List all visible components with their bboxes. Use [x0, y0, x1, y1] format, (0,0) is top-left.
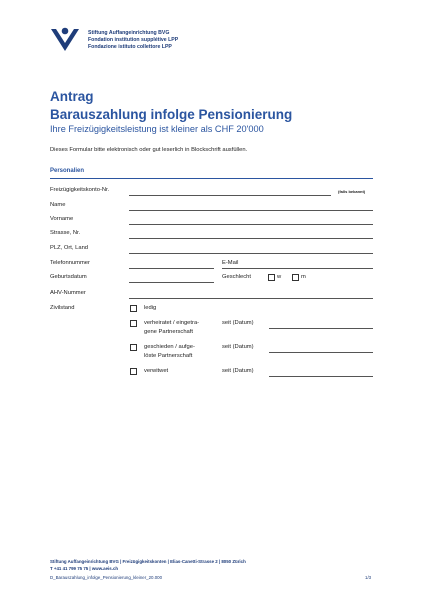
foundation-logo-icon	[50, 27, 80, 53]
strasse-input-line[interactable]	[129, 238, 373, 239]
name-input-line[interactable]	[129, 210, 373, 211]
verwitwet-checkbox[interactable]	[130, 368, 137, 375]
vorname-label: Vorname	[50, 216, 74, 222]
org-name-fr: Fondation institution supplétive LPP	[88, 37, 179, 43]
form-instruction: Dieses Formular bitte elektronisch oder gut leserlich in Blockschrift ausfüllen.	[50, 147, 248, 153]
org-name-block	[88, 30, 178, 51]
account-input-line[interactable]	[129, 195, 331, 196]
geschlecht-label: Geschlecht	[222, 274, 251, 280]
geschieden-seit-input-line[interactable]	[269, 352, 373, 353]
telefon-label: Telefonnummer	[50, 260, 90, 266]
verheiratet-label-1: verheiratet / eingetra-	[144, 320, 200, 326]
geschieden-seit-label: seit (Datum)	[222, 344, 254, 350]
ledig-checkbox[interactable]	[130, 305, 137, 312]
verheiratet-checkbox[interactable]	[130, 320, 137, 327]
verwitwet-label: verwitwet	[144, 368, 169, 374]
email-input-line[interactable]	[222, 268, 373, 269]
footer-page-number: 1/3	[365, 575, 372, 580]
footer-document-id: D_Barauszahlung_infolge_Pensionierung_kleiner_20.000	[50, 575, 163, 580]
geschlecht-m-label: m	[301, 274, 306, 280]
page-subtitle: Ihre Freizügigkeitsleistung ist kleiner als CHF 20'000	[50, 124, 264, 134]
geburtsdatum-input-line[interactable]	[129, 282, 214, 283]
geschieden-checkbox[interactable]	[130, 344, 137, 351]
geburtsdatum-label: Geburtsdatum	[50, 274, 87, 280]
plz-label: PLZ, Ort, Land	[50, 245, 89, 251]
geschlecht-w-label: w	[277, 274, 282, 280]
page-title-line2: Barauszahlung infolge Pensionierung	[50, 107, 293, 122]
section-divider	[50, 178, 373, 179]
ahv-label: AHV-Nummer	[50, 290, 86, 296]
plz-input-line[interactable]	[129, 253, 373, 254]
geschieden-label-1: geschieden / aufge-	[144, 344, 195, 350]
geschieden-label-2: löste Partnerschaft	[144, 353, 193, 359]
ahv-input-line[interactable]	[129, 298, 373, 299]
account-label: Freizügigkeitskonto-Nr.	[50, 187, 110, 193]
verheiratet-label-2: gene Partnerschaft	[144, 329, 193, 335]
strasse-label: Strasse, Nr.	[50, 230, 81, 236]
name-label: Name	[50, 202, 66, 208]
account-hint: (falls bekannt)	[338, 189, 366, 194]
zivilstand-label: Zivilstand	[50, 305, 75, 311]
org-name-de: Stiftung Auffangeinrichtung BVG	[88, 30, 170, 36]
page-title-line1: Antrag	[50, 89, 94, 104]
telefon-input-line[interactable]	[129, 268, 214, 269]
section-title-personalien: Personalien	[50, 168, 85, 174]
verwitwet-seit-input-line[interactable]	[269, 376, 373, 377]
vorname-input-line[interactable]	[129, 224, 373, 225]
geschlecht-w-checkbox[interactable]	[268, 274, 275, 281]
org-name-it: Fondazione istituto collettore LPP	[88, 44, 172, 50]
verheiratet-seit-input-line[interactable]	[269, 328, 373, 329]
footer-address: Stiftung Auffangeinrichtung BVG | Freizügigkeitskonten | Elias-Canetti-Strasse 2 | 8050 Zürich	[50, 559, 246, 564]
ledig-label: ledig	[144, 305, 157, 311]
verwitwet-seit-label: seit (Datum)	[222, 368, 254, 374]
geschlecht-m-checkbox[interactable]	[292, 274, 299, 281]
footer-contact: T +41 41 799 75 75 | www.aeis.ch	[50, 566, 119, 571]
email-label: E-Mail	[222, 260, 239, 266]
verheiratet-seit-label: seit (Datum)	[222, 320, 254, 326]
